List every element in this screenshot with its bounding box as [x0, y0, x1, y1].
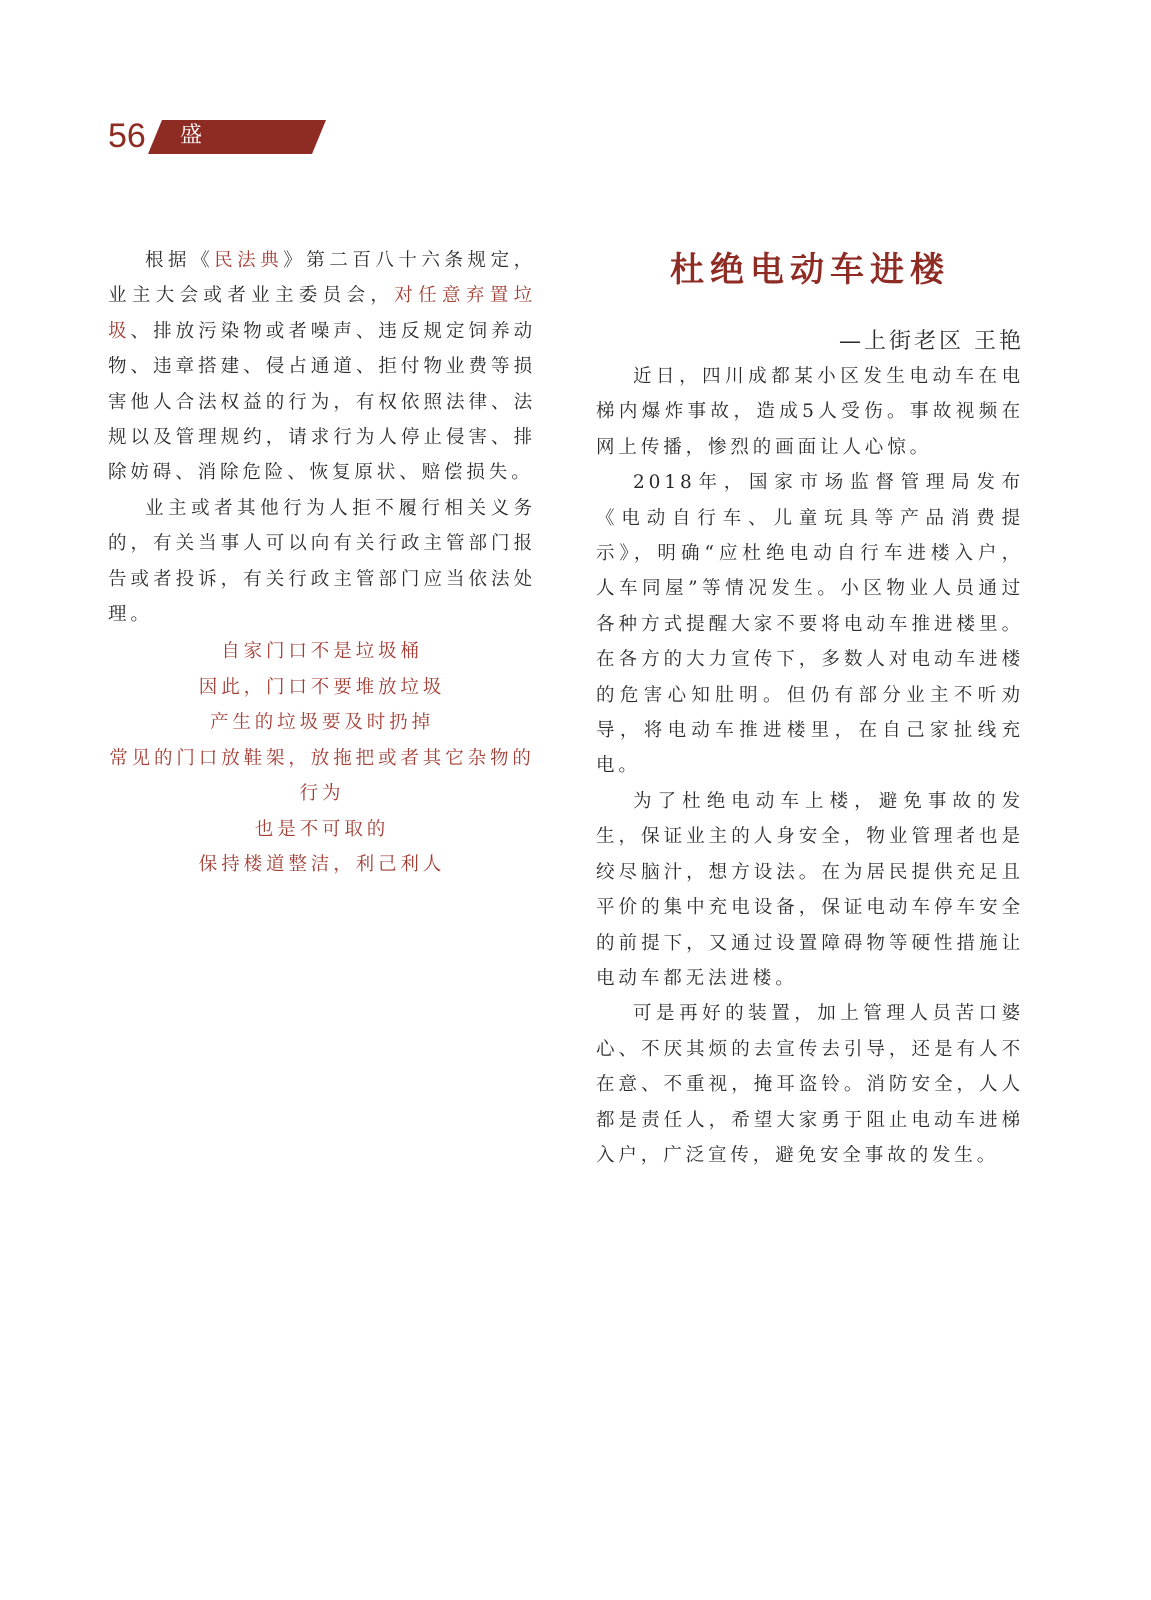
slogan-line: 产生的垃圾要及时扔掉 — [209, 712, 434, 734]
law-name: 民法典 — [214, 250, 284, 271]
page-number: 56 — [108, 117, 146, 155]
article-paragraph: 2018年，国家市场监督管理局发布《电动自行车、儿童玩具等产品消费提示》，明确“应杜绝电动自行车进楼入户，人车同屋”等情况发生。小区物业人员通过各种方式提醒大家不要将电动车推进楼里。在各方的大力宣传下，多数人对电动车进楼的危害心知肚明。但仍有部分业主不听劝导，将电动车推进楼里，在自己家扯线充电。 — [596, 472, 1024, 777]
article-paragraph: 为了杜绝电动车上楼，避免事故的发生，保证业主的人身安全，物业管理者也是绞尽脑汁，想方设法。在为居民提供充足且平价的集中充电设备，保证电动车停车安全的前提下，又通过设置障碍物等硬性措施让电动车都无法进楼。 — [596, 790, 1024, 989]
slogan-block — [108, 634, 536, 882]
slogan-line: 常见的门口放鞋架，放拖把或者其它杂物的行为 — [109, 747, 535, 805]
right-column — [596, 243, 1024, 1173]
article-title: 杜绝电动车进楼 — [670, 250, 950, 290]
article-author: —上街老区 王艳 — [839, 329, 1024, 354]
section-title: 盛世物业 — [180, 123, 207, 244]
highlight-phrase: 对任意弃置垃圾 — [108, 285, 536, 342]
slogan-line: 也是不可取的 — [254, 818, 390, 840]
left-column — [108, 243, 536, 882]
section-banner — [148, 120, 326, 154]
slogan-line: 自家门口不是垃圾桶 — [221, 641, 423, 663]
slogan-line: 保持楼道整洁，利己利人 — [198, 853, 446, 875]
paragraph-civil-code: 根据《民法典》第二百八十六条规定，业主大会或者业主委员会，对任意弃置垃圾、排放污染物或者噪声、违反规定饲养动物、违章搭建、侵占通道、拒付物业费等损害他人合法权益的行为，有权依照法律、法规以及管理规约，请求行为人停止侵害、排除妨碍、消除危险、恢复原状、赔偿损失。 — [108, 250, 537, 484]
article-paragraph: 可是再好的装置，加上管理人员苦口婆心、不厌其烦的去宣传去引导，还是有人不在意、不重视，掩耳盗铃。消防安全，人人都是责任人，希望大家勇于阻止电动车进梯入户，广泛宣传，避免安全事故的发生。 — [596, 1003, 1024, 1166]
paragraph-obligations: 业主或者其他行为人拒不履行相关义务的，有关当事人可以向有关行政主管部门报告或者投诉，有关行政主管部门应当依法处理。 — [108, 497, 536, 626]
slogan-line: 因此，门口不要堆放垃圾 — [198, 676, 446, 698]
article-paragraph: 近日，四川成都某小区发生电动车在电梯内爆炸事故，造成5人受伤。事故视频在网上传播，惨烈的画面让人心惊。 — [596, 366, 1024, 458]
